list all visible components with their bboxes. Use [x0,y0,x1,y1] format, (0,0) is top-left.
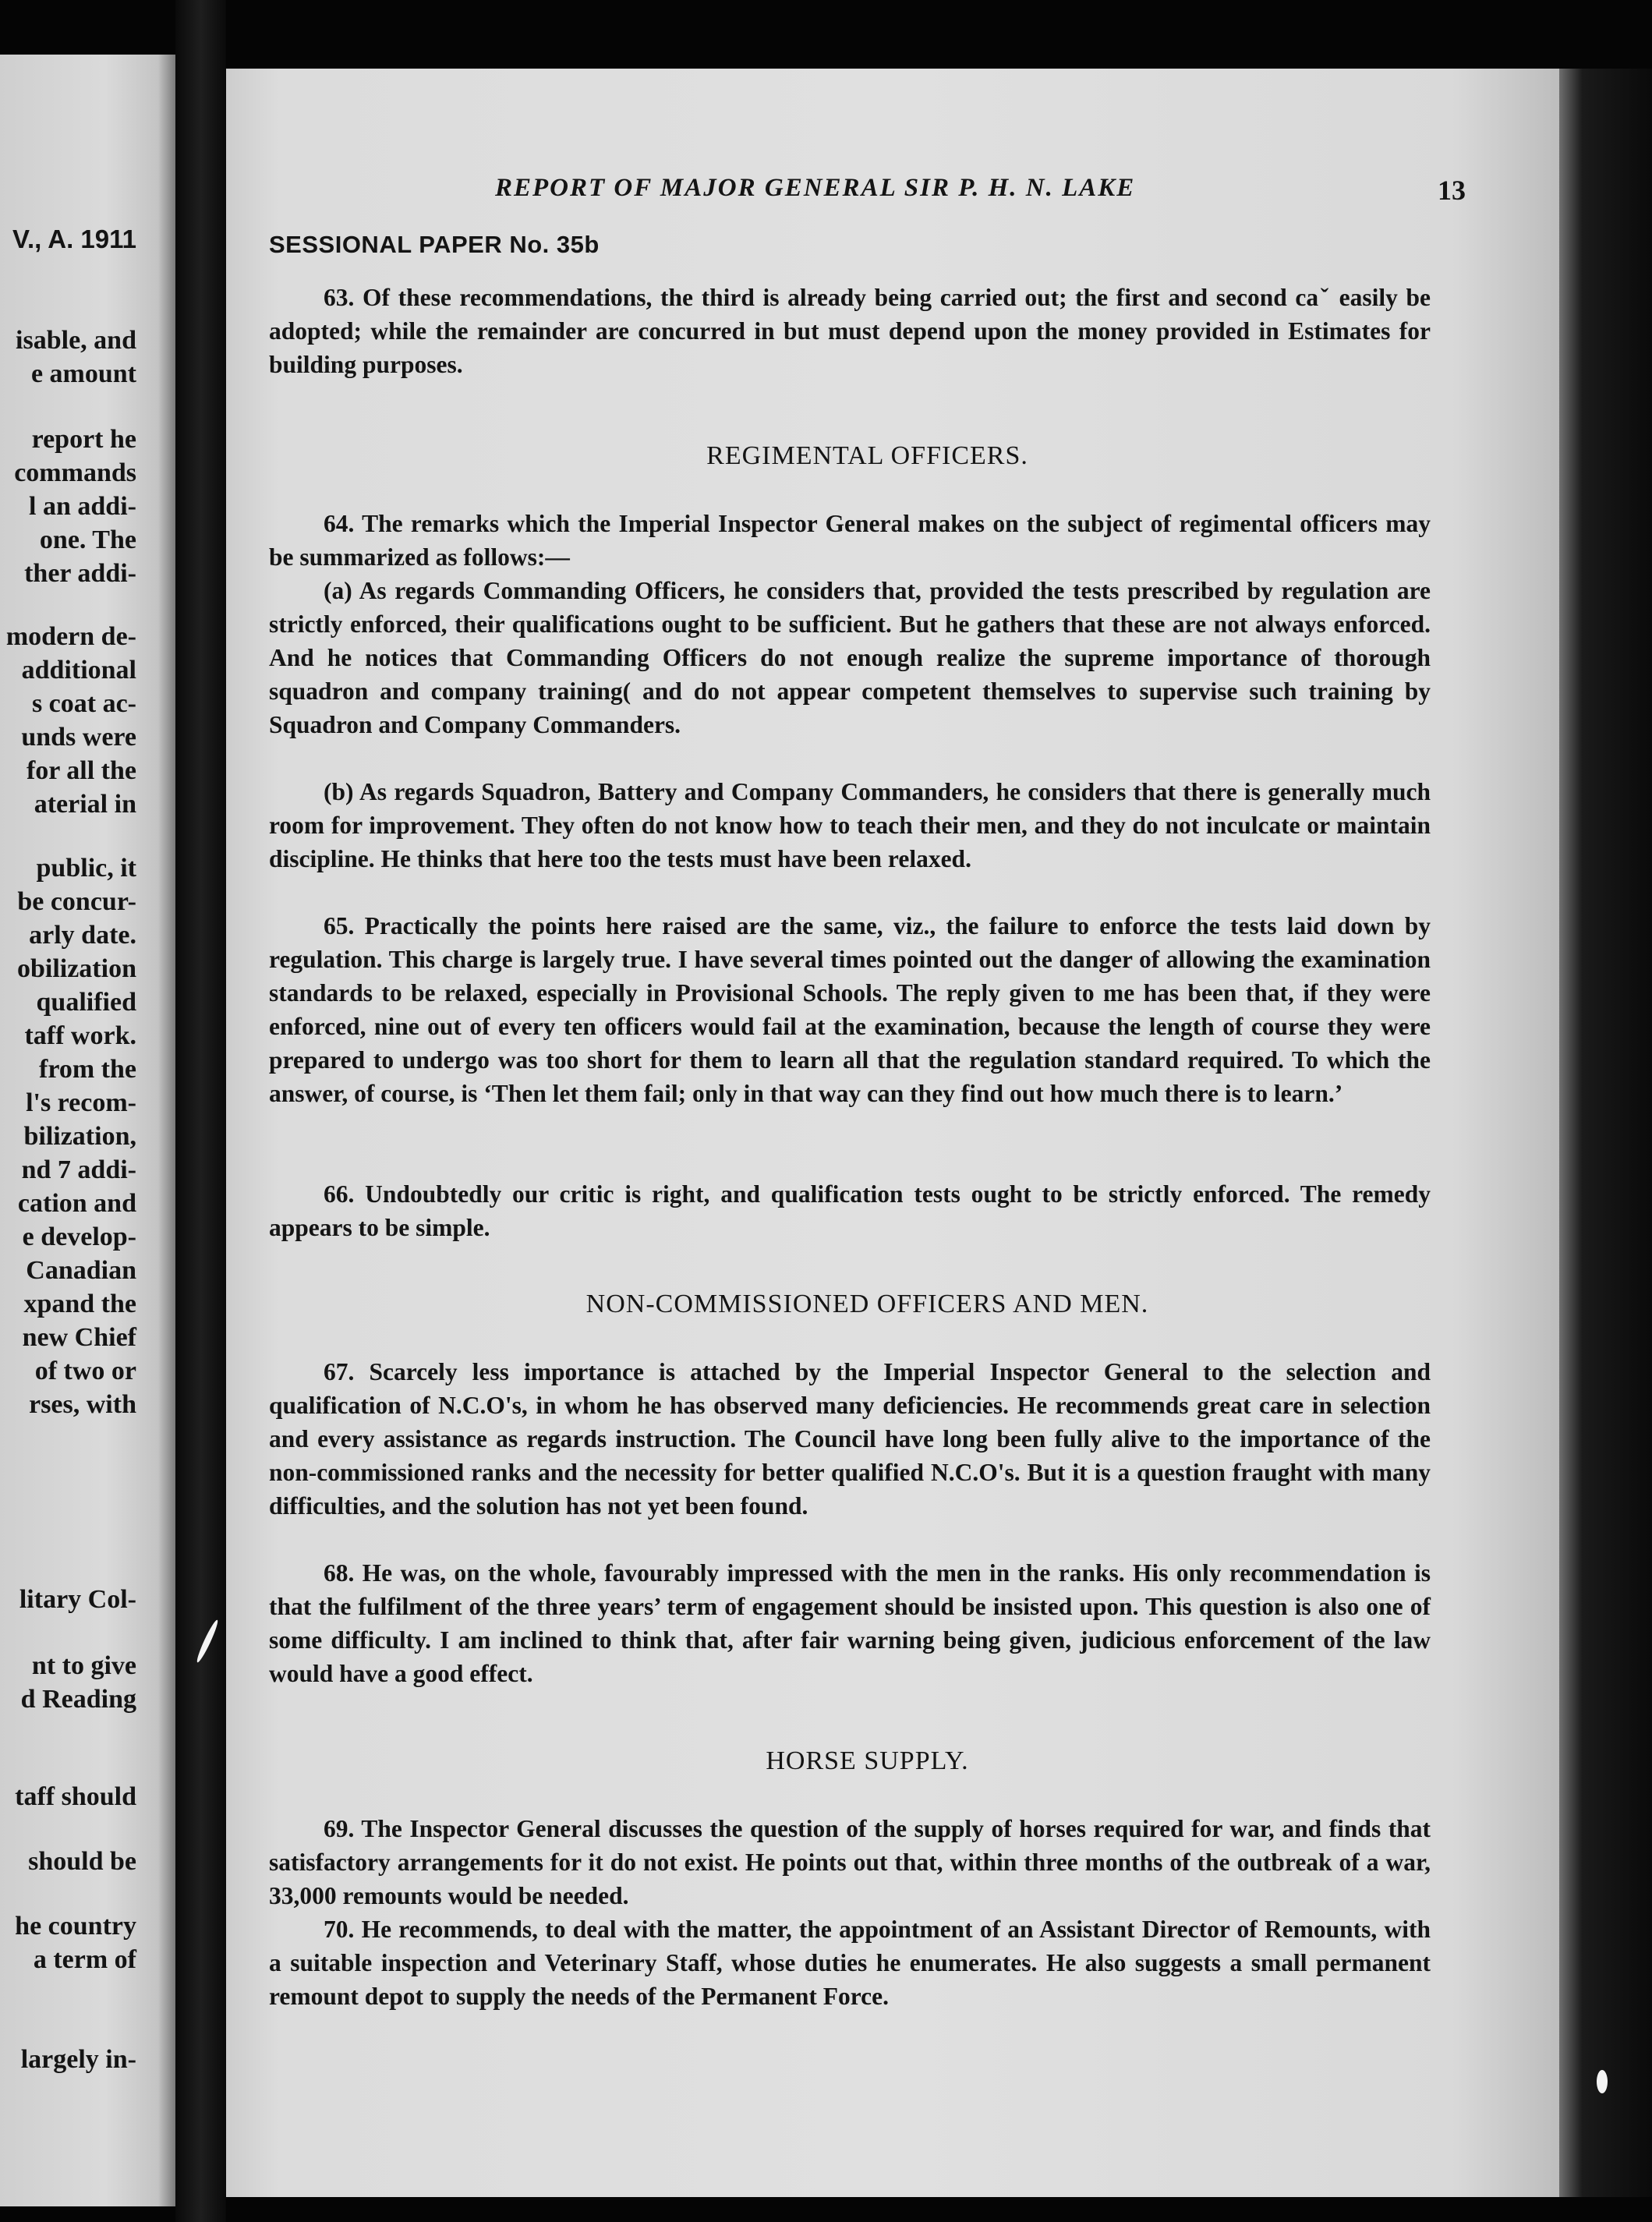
left-page-line: public, it [36,854,136,883]
paragraph-67: 67. Scarcely less importance is attached by the Imperial Inspector General to the selection and qualification of N.C.O's, in whom he has observed many deficiencies. He recommends great care in selection and every assistance as regards instruction. The Council have long been fully alive to the importance of the non-commissioned ranks and the necessity for better qualified N.C.O's. But it is a question fraught with many difficulties, and the solution has not yet been found. [269,1358,1431,1520]
left-page-line: taff work. [24,1021,136,1050]
left-page-line: taff should [15,1782,136,1811]
left-page-line: obilization [16,954,136,983]
section-heading-horse-supply: HORSE SUPPLY. [766,1746,969,1775]
left-page-line: xpand the [23,1290,136,1318]
left-page-line: l's recom- [26,1088,136,1117]
left-page-line: should be [28,1847,136,1876]
page [226,69,1559,2197]
left-page-line: e amount [30,359,136,388]
running-title: REPORT OF MAJOR GENERAL SIR P. H. N. LAKE [495,174,1136,202]
paragraph-69: 69. The Inspector General discusses the question of the supply of horses required for war, and finds that satisfactory arrangements for it do not exist. He points out that, within three months of the outbreak of a war, 33,000 remounts would be needed. [269,1815,1431,1909]
paragraph-66: 66. Undoubtedly our critic is right, and qualification tests ought to be strictly enforced. The remedy appears to be simple. [269,1180,1431,1241]
left-page-line: modern de- [5,622,136,651]
left-page-line: e develop- [22,1222,136,1251]
paragraph-70: 70. He recommends, to deal with the matter, the appointment of an Assistant Director of Remounts, with a suitable inspection and Veterinary Staff, whose duties he enumerates. He also suggests a small permanent remount depot to supply the needs of the Permanent Force. [269,1916,1431,2010]
left-page-header: V., A. 1911 [12,225,136,253]
left-page-line: cation and [17,1189,136,1218]
left-page-line: he country [15,1912,136,1941]
sessional-paper-reference: SESSIONAL PAPER No. 35b [269,231,600,258]
left-page-line: nd 7 addi- [21,1155,136,1184]
page-number: 13 [1438,175,1466,206]
left-page-line: arly date. [29,921,136,950]
left-page-line: a term of [33,1945,136,1974]
section-heading-regimental-officers: REGIMENTAL OFFICERS. [706,441,1028,470]
left-page-line: ther addi- [24,559,136,588]
left-page-line: nt to give [31,1651,136,1680]
left-page-line: l an addi- [29,492,136,521]
left-page-line: for all the [26,756,136,785]
book-gutter [175,0,226,2222]
left-page-line: one. The [39,525,136,554]
paragraph-64a: (a) As regards Commanding Officers, he considers that, provided the tests prescribed by regulation are strictly enforced, their qualifications ought to be sufficient. But he gathers that these are not always enforced. And he notices that Commanding Officers do not enough realize the supreme importance of thorough squadron and company training( and do not appear competent themselves to supervise such training by Squadron and Company Commanders. [269,577,1431,738]
left-page-line: of two or [34,1357,136,1385]
page-edge-shadow [1559,69,1652,2197]
left-page-line: Canadian [26,1256,136,1285]
paragraph-65: 65. Practically the points here raised are the same, viz., the failure to enforce the tests laid down by regulation. This charge is largely true. I have several times pointed out the danger of allowing the examination standards to be relaxed, especially in Provisional Schools. The reply given to me has been that, if they were enforced, nine out of every ten officers would fail at the examination, because the length of course they were prepared to undergo was too short for them to learn all that the regulation standard required. To which the answer, of course, is ‘Then let them fail; only in that way can they find out how much there is to learn.’ [269,912,1431,1107]
left-page-line: aterial in [34,790,136,819]
left-page-line: from the [39,1055,136,1084]
left-page-line: report he [31,425,136,454]
left-page-line: s coat ac- [31,689,136,718]
section-heading-nco-and-men: NON-COMMISSIONED OFFICERS AND MEN. [585,1290,1149,1318]
left-page-strip [0,55,175,2206]
paragraph-64b: (b) As regards Squadron, Battery and Company Commanders, he considers that there is generally much room for improvement. They often do not know how to teach their men, and they do not inculcate or maintain discipline. He thinks that here too the tests must have been relaxed. [269,778,1431,872]
scan-speck [1597,2070,1608,2093]
left-page-line: largely in- [20,2045,136,2074]
left-page-line: litary Col- [19,1585,136,1614]
left-page-line: d Reading [20,1685,136,1714]
paragraph-63: 63. Of these recommendations, the third is already being carried out; the first and second caˇ easily be adopted; while the remainder are concurred in but must depend upon the money provided in Estimates for building purposes. [269,284,1431,378]
left-page-line: be concur- [17,887,136,916]
left-page-line: commands [14,458,136,487]
left-page-line: additional [21,656,136,685]
left-page-line: qualified [36,988,136,1017]
paragraph-68: 68. He was, on the whole, favourably impressed with the men in the ranks. His only recommendation is that the fulfilment of the three years’ term of engagement should be insisted upon. This question is also one of some difficulty. I am inclined to think that, after fair warning being given, judicious enforcement of the law would have a good effect. [269,1559,1431,1687]
left-page-line: rses, with [29,1390,136,1419]
left-page-line: new Chief [22,1323,136,1352]
left-page-line: bilization, [23,1122,136,1151]
paragraph-64: 64. The remarks which the Imperial Inspector General makes on the subject of regimental officers may be summarized as follows:— [269,510,1431,571]
left-page-line: unds were [21,723,136,752]
running-header [269,174,1466,205]
left-page-line: isable, and [16,326,136,355]
